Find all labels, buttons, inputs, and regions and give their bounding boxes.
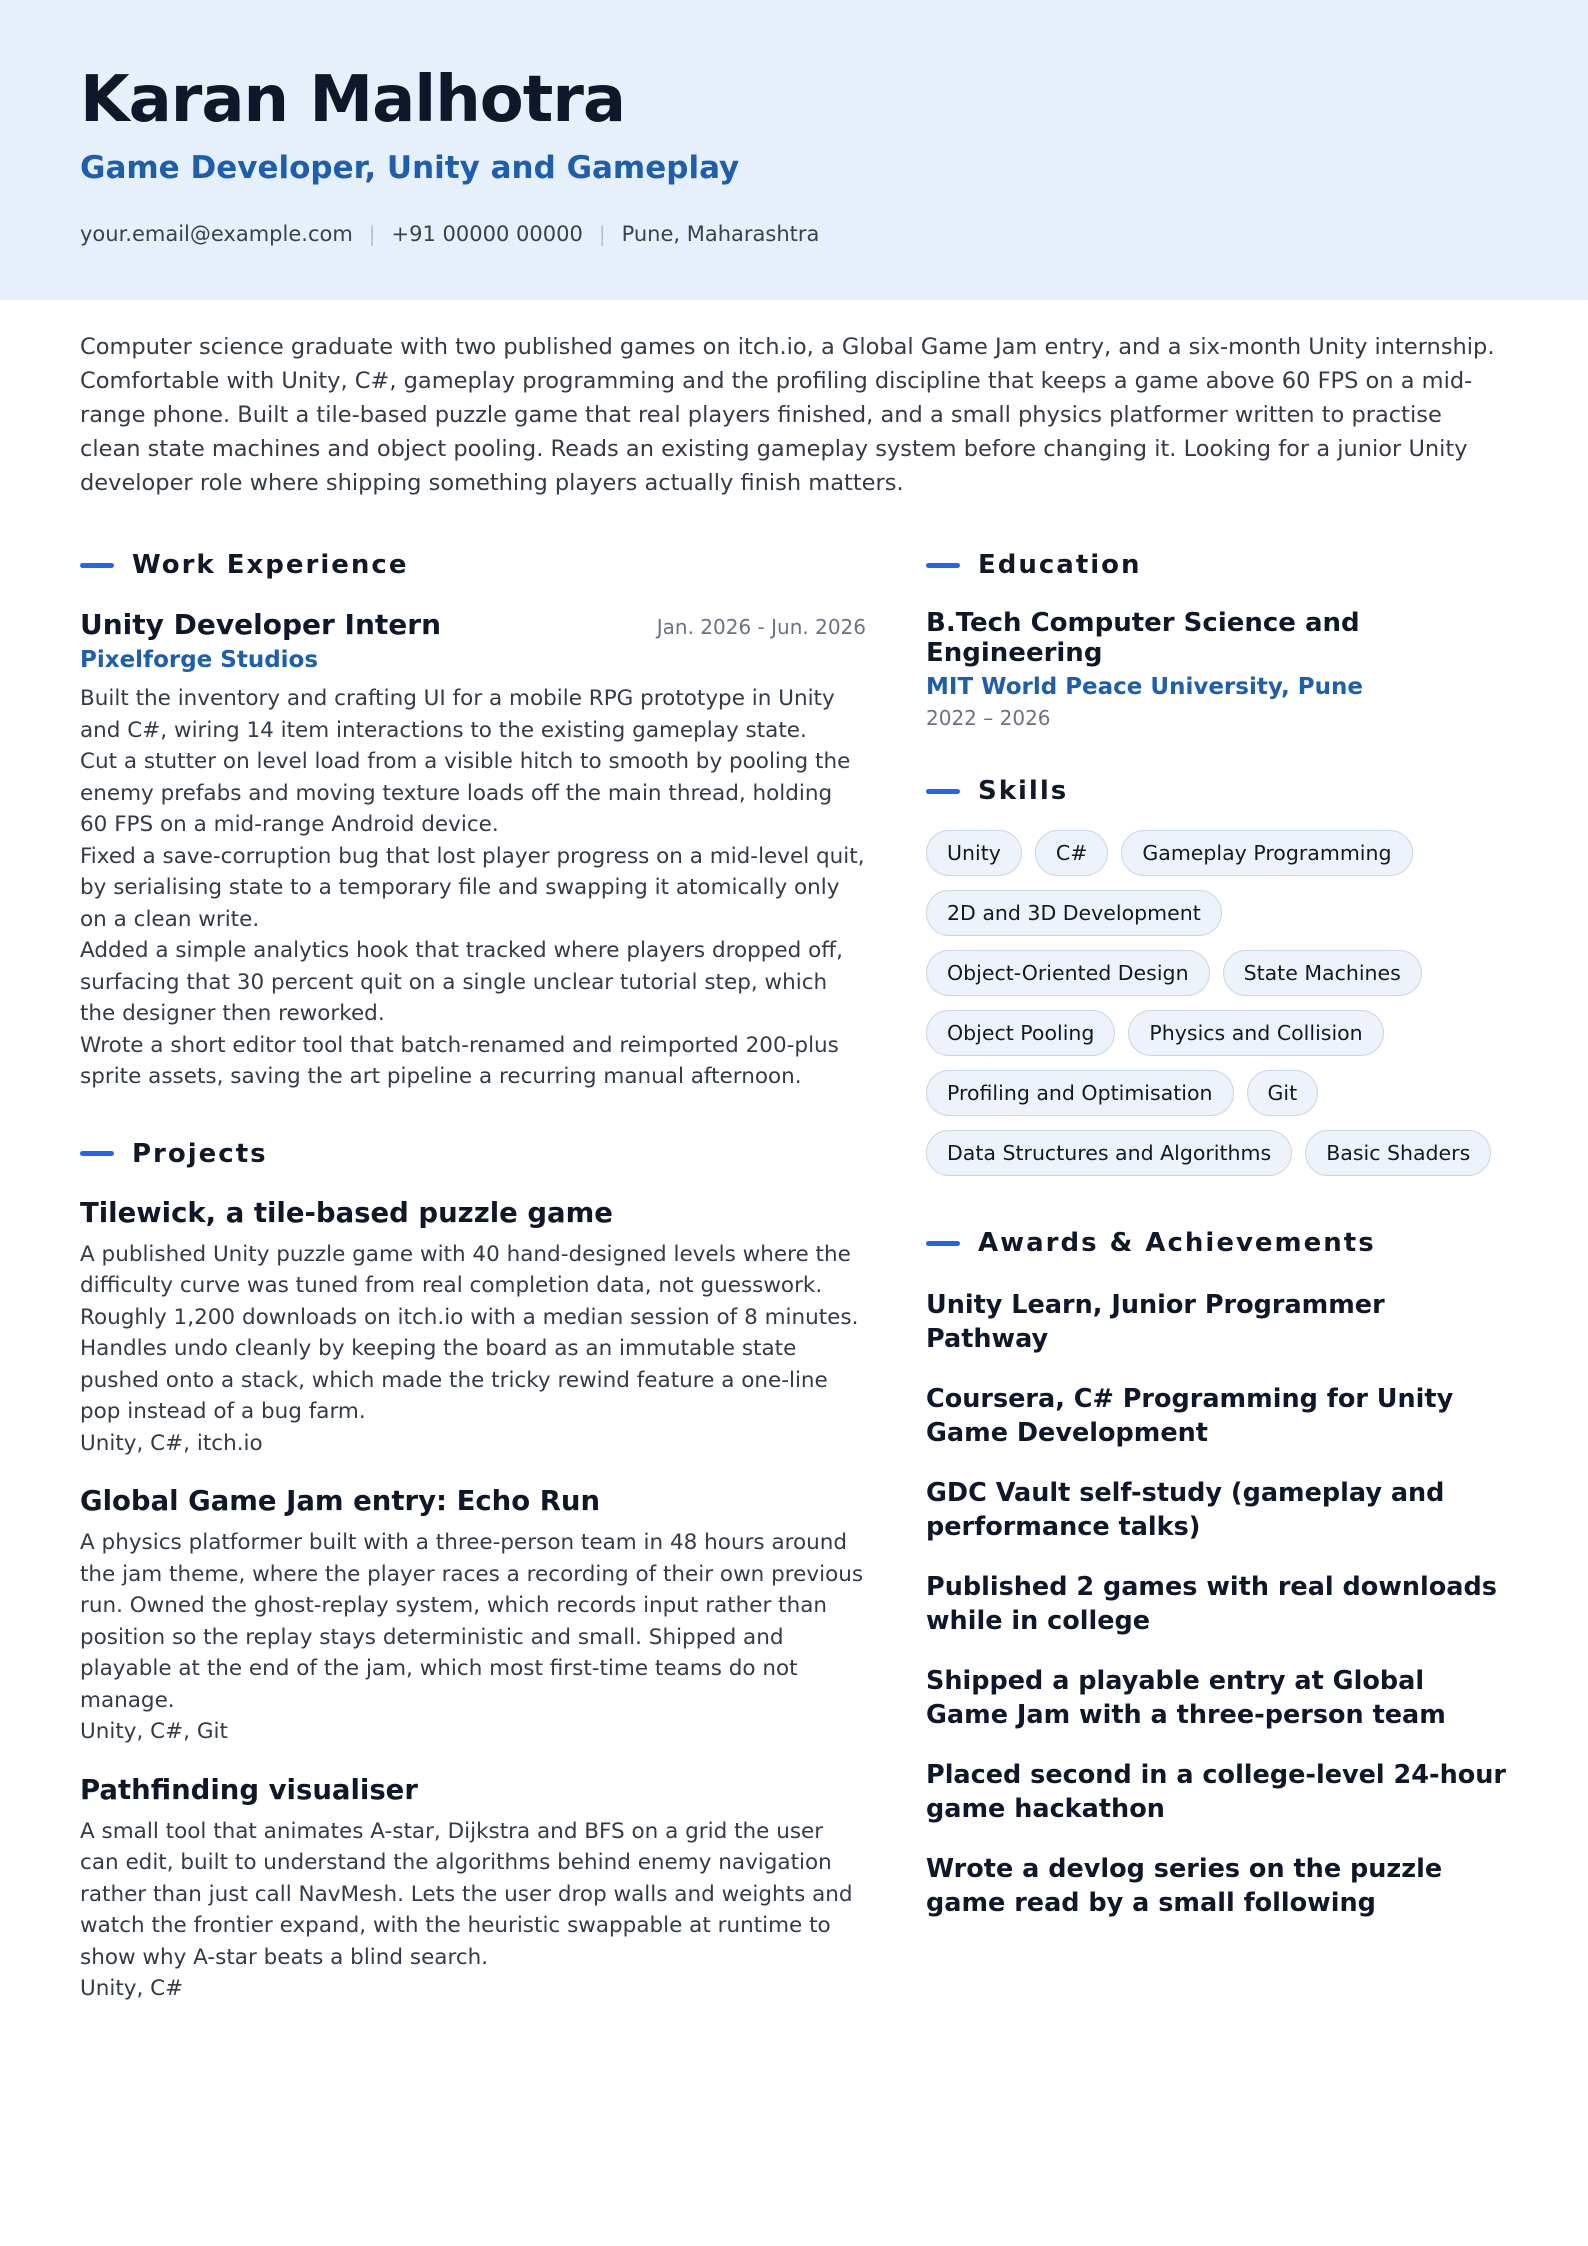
project-description: A small tool that animates A-star, Dijkstra and BFS on a grid the user can edit, built to understand the algorithms behind enemy navigation rather than just call NavMesh. Lets the user drop walls and weights and watch the frontier expand, with the heuristic swappable at runtime to show why A-star beats a blind search. — [80, 1818, 853, 1970]
contact-separator: | — [598, 222, 606, 246]
section-title-label: Projects — [132, 1138, 268, 1169]
project-tech: Unity, C#, itch.io — [80, 1430, 263, 1456]
job-bullet: Fixed a save-corruption bug that lost player progress on a mid-level quit, by serialising state to a temporary file and swapping it atomically only on a clean write. — [80, 843, 865, 932]
job-bullets — [80, 683, 866, 1093]
candidate-role: Game Developer, Unity and Gameplay — [80, 150, 740, 186]
job-entry — [80, 608, 866, 1093]
two-column-body — [0, 500, 1588, 2005]
section-title-projects — [80, 1137, 866, 1171]
award-item: GDC Vault self-study (gameplay and performance talks) — [926, 1478, 1445, 1542]
skill-chip: Object-Oriented Design — [926, 950, 1210, 996]
project-name: Global Game Jam entry: Echo Run — [80, 1485, 601, 1517]
contact-separator: | — [368, 222, 376, 246]
project-entry — [80, 1774, 866, 2005]
section-title-label: Awards & Achievements — [978, 1228, 1376, 1258]
skill-chip: Data Structures and Algorithms — [926, 1130, 1292, 1176]
award-item: Coursera, C# Programming for Unity Game Development — [926, 1384, 1454, 1448]
project-tech: Unity, C#, Git — [80, 1719, 228, 1744]
job-bullet: Added a simple analytics hook that tracked where players dropped off, surfacing that 30 percent quit on a single unclear tutorial step, which the designer then reworked. — [80, 938, 843, 1026]
section-title-awards — [926, 1226, 1508, 1260]
contact-location: Pune, Maharashtra — [621, 222, 820, 246]
section-accent-bar — [80, 1151, 114, 1156]
job-bullet: Wrote a short editor tool that batch-renamed and reimported 200-plus sprite assets, saving the art pipeline a recurring manual afternoon. — [80, 1032, 839, 1089]
section-accent-bar — [926, 789, 960, 794]
skill-chip: Gameplay Programming — [1121, 830, 1412, 876]
section-accent-bar — [926, 563, 960, 568]
contact-line — [80, 222, 1508, 246]
right-column — [926, 548, 1508, 2005]
job-company: Pixelforge Studios — [80, 647, 319, 673]
education-years: 2022 – 2026 — [926, 706, 1051, 730]
section-title-label: Work Experience — [132, 550, 409, 580]
award-item: Published 2 games with real downloads while in college — [926, 1572, 1497, 1636]
section-title-label: Education — [978, 550, 1142, 580]
job-bullet: Cut a stutter on level load from a visible hitch to smooth by pooling the enemy prefabs and moving texture loads off the main thread, holding 60 FPS on a mid-range Android device. — [80, 749, 851, 837]
award-item: Wrote a devlog series on the puzzle game read by a small following — [926, 1854, 1443, 1918]
award-item: Placed second in a college-level 24-hour game hackathon — [926, 1760, 1507, 1824]
project-name: Tilewick, a tile-based puzzle game — [80, 1196, 613, 1229]
skill-chip: State Machines — [1223, 950, 1422, 996]
education-degree: B.Tech Computer Science and Engineering — [926, 608, 1360, 668]
section-title-work — [80, 548, 866, 582]
skill-chip: Profiling and Optimisation — [926, 1070, 1234, 1116]
skill-chip: Object Pooling — [926, 1010, 1115, 1056]
project-entry — [80, 1485, 866, 1748]
award-item: Unity Learn, Junior Programmer Pathway — [926, 1290, 1385, 1354]
project-tech: Unity, C# — [80, 1976, 184, 2001]
skill-chip: Basic Shaders — [1305, 1130, 1491, 1176]
left-column — [80, 548, 866, 2005]
job-dates: Jan. 2026 - Jun. 2026 — [656, 615, 866, 639]
job-header — [80, 608, 866, 641]
project-description: A physics platformer built with a three-person team in 48 hours around the jam theme, where the player races a recording of their own previous run. Owned the ghost-replay system, which records input rather than position so the replay stays deterministic and small. Shipped and playable at the end of the jam, which most first-time teams do not manage. — [80, 1530, 864, 1713]
skill-chip: Git — [1247, 1070, 1319, 1116]
job-bullet: Built the inventory and crafting UI for a mobile RPG prototype in Unity and C#, wiring 14 item interactions to the existing gameplay state. — [80, 686, 835, 743]
contact-email[interactable]: your.email@example.com — [80, 222, 353, 246]
skill-chip: Physics and Collision — [1128, 1010, 1383, 1056]
project-entry — [80, 1197, 866, 1460]
header-band — [0, 0, 1588, 300]
skill-chip: C# — [1035, 830, 1109, 876]
candidate-name: Karan Malhotra — [80, 63, 626, 137]
education-school: MIT World Peace University, Pune — [926, 674, 1363, 700]
section-title-education — [926, 548, 1508, 582]
award-item: Shipped a playable entry at Global Game Jam with a three-person team — [926, 1666, 1446, 1730]
project-description: A published Unity puzzle game with 40 hand-designed levels where the difficulty curve was tuned from real completion data, not guesswork. Roughly 1,200 downloads on itch.io with a median session of 8 minutes. Handles undo cleanly by keeping the board as an immutable state pushed onto a stack, which made the tricky rewind feature a one-line pop instead of a bug farm. — [80, 1241, 859, 1424]
skill-chip: 2D and 3D Development — [926, 890, 1222, 936]
section-title-skills — [926, 774, 1508, 808]
skill-chip: Unity — [926, 830, 1022, 876]
job-title: Unity Developer Intern — [80, 608, 442, 641]
skills-chip-list — [926, 830, 1508, 1190]
contact-phone[interactable]: +91 00000 00000 — [391, 222, 583, 246]
section-accent-bar — [80, 563, 114, 568]
summary-paragraph: Computer science graduate with two published games on itch.io, a Global Game Jam entry, and a six-month Unity internship. Comfortable with Unity, C#, gameplay programming and the profiling discipline that keeps a game above 60 FPS on a mid-range phone. Built a tile-based puzzle game that real players finished, and a small physics platformer written to practise clean state machines and object pooling. Reads an existing gameplay system before changing it. Looking for a junior Unity developer role where shipping something players actually finish matters. — [80, 334, 1495, 496]
section-accent-bar — [926, 1241, 960, 1246]
section-title-label: Skills — [978, 776, 1069, 806]
project-name: Pathfinding visualiser — [80, 1773, 418, 1806]
